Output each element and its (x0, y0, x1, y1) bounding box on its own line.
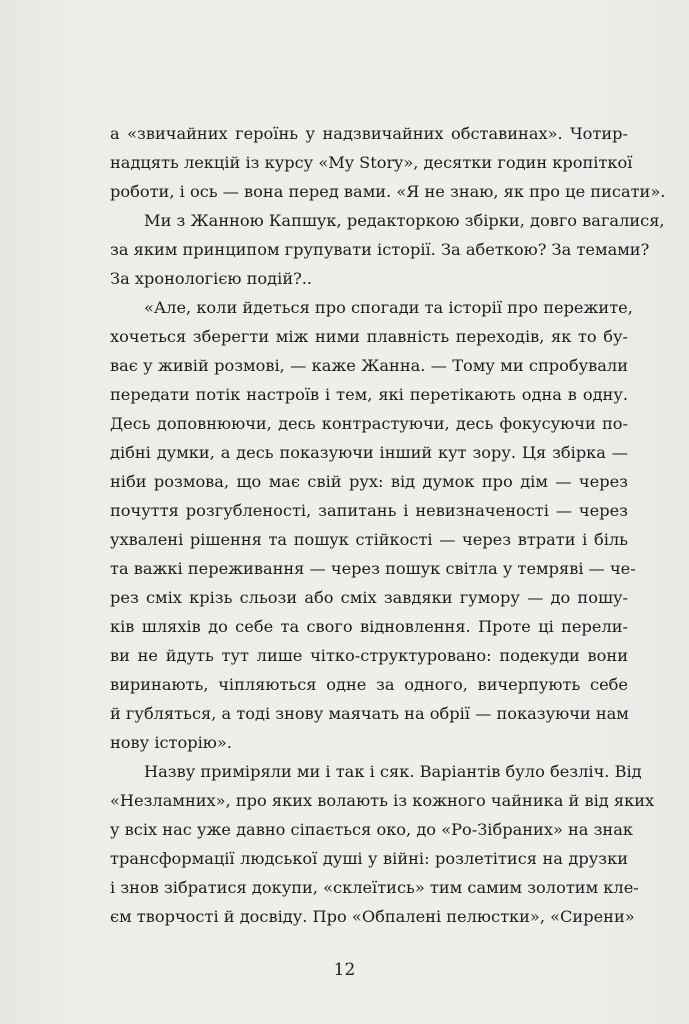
text-line: єм творчості й досвіду. Про «Обпалені пелюстки», «Сирени» (110, 907, 635, 926)
text-line: ви не йдуть тут лише чітко-структуровано: подекуди вони (110, 646, 628, 665)
text-line: передати потік настроїв і тем, які перетікають одна в одну. (110, 385, 628, 404)
paragraph (110, 757, 655, 931)
text-line: виринають, чіпляються одне за одного, вичерпують себе (110, 675, 628, 694)
text-line: Ми з Жанною Капшук, редакторкою збірки, довго вагалися, (144, 211, 665, 230)
text-line: За хронологією подій?.. (110, 269, 313, 288)
text-line: ків шляхів до себе та свого відновлення. Проте ці перели- (110, 617, 628, 636)
text-line: почуття розгубленості, запитань і невизначеності — через (110, 501, 628, 520)
text-line: за яким принципом групувати історії. За абеткою? За темами? (110, 240, 650, 259)
text-line: трансформації людської душі у війні: розлетітися на друзки (110, 849, 628, 868)
text-line: роботи, і ось — вона перед вами. «Я не знаю, як про це писати». (110, 182, 666, 201)
text-line: й губляться, а тоді знову маячать на обрії — показуючи нам (110, 704, 629, 723)
text-line: рез сміх крізь сльози або сміх завдяки гумору — до пошу- (110, 588, 628, 607)
text-line: Десь доповнюючи, десь контрастуючи, десь фокусуючи по- (110, 414, 628, 433)
text-line: ває у живій розмові, — каже Жанна. — Тому ми спробували (110, 356, 628, 375)
text-line: надцять лекцій із курсу «My Story», десятки годин кропіткої (110, 153, 633, 172)
text-line: у всіх нас уже давно сіпається око, до «Ро-Зібраних» на знак (110, 820, 633, 839)
body-text (110, 119, 666, 931)
text-line: а «звичайних героїнь у надзвичайних обставинах». Чотир- (110, 124, 628, 143)
text-line: Назву приміряли ми і так і сяк. Варіантів було безліч. Від (144, 762, 642, 781)
paragraph (110, 206, 665, 293)
paragraph (110, 119, 666, 206)
text-line: та важкі переживання — через пошук світла у темряві — че- (110, 559, 636, 578)
text-line: «Але, коли йдеться про спогади та історії про пережите, (144, 298, 633, 317)
paragraph (110, 293, 636, 757)
page-number: 12 (333, 960, 356, 980)
text-line: хочеться зберегти між ними плавність переходів, як то бу- (110, 327, 628, 346)
text-line: і знов зібратися докупи, «склеїтись» тим самим золотим кле- (110, 878, 639, 897)
text-line: нову історію». (110, 733, 232, 752)
text-line: ухвалені рішення та пошук стійкості — через втрати і біль (110, 530, 628, 549)
text-line: ніби розмова, що має свій рух: від думок про дім — через (110, 472, 628, 491)
text-line: «Незламних», про яких волають із кожного чайника й від яких (110, 791, 655, 810)
text-line: дібні думки, а десь показуючи інший кут зору. Ця збірка — (110, 443, 628, 462)
